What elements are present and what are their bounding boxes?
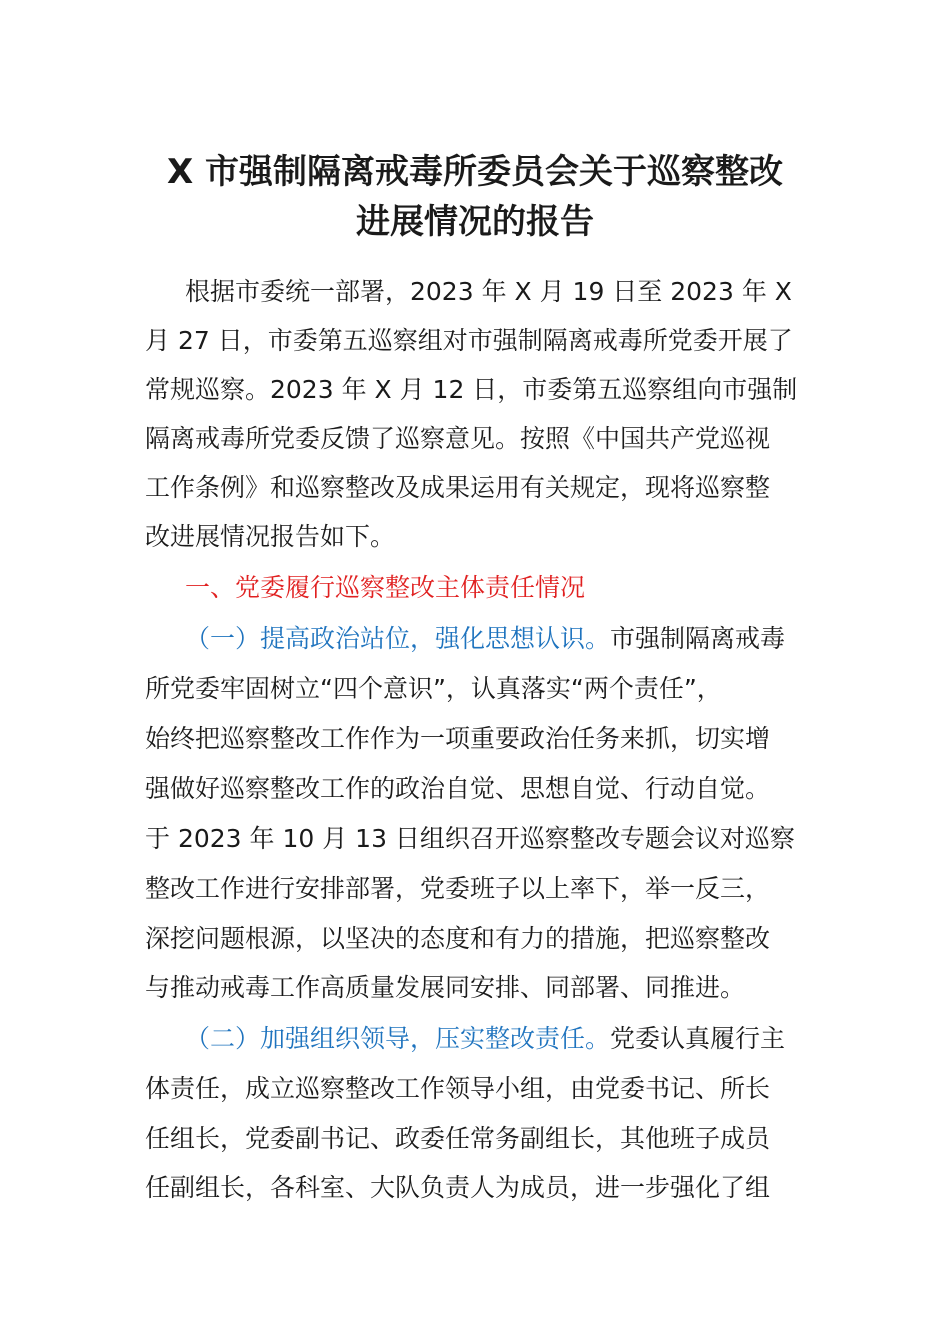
intro-line-4: 隔离戒毒所党委反馈了巡察意见。按照《中国共产党巡视 — [145, 424, 771, 453]
subsection-2-first-line-text: 党委认真履行主 — [610, 1024, 786, 1053]
section-1-heading: 一、党委履行巡察整改主体责任情况 — [185, 573, 586, 602]
intro-line-1: 根据市委统一部署，2023 年 X 月 19 日至 2023 年 X — [185, 277, 792, 306]
subsection-1-first-line — [185, 621, 815, 657]
subsection-1-first-line-text: 市强制隔离戒毒 — [610, 624, 786, 653]
intro-line-3: 常规巡察。2023 年 X 月 12 日，市委第五巡察组向市强制 — [145, 375, 798, 404]
intro-line-6: 改进展情况报告如下。 — [145, 522, 396, 551]
subsection-2-line-3: 任组长，党委副书记、政委任常务副组长，其他班子成员 — [145, 1124, 771, 1153]
subsection-2-heading: （二）加强组织领导，压实整改责任。 — [185, 1024, 611, 1053]
subsection-1-line-2: 所党委牢固树立“四个意识”，认真落实“两个责任”， — [145, 674, 722, 703]
subsection-2-line-4: 任副组长，各科室、大队负责人为成员，进一步强化了组 — [145, 1173, 771, 1202]
subsection-2-first-line — [185, 1021, 815, 1057]
document-title-line-2: 进展情况的报告 — [356, 202, 594, 242]
subsection-1-line-8: 与推动戒毒工作高质量发展同安排、同部署、同推进。 — [145, 973, 746, 1002]
document-title-line-1: X 市强制隔离戒毒所委员会关于巡察整改 — [166, 152, 784, 192]
subsection-2-line-2: 体责任，成立巡察整改工作领导小组，由党委书记、所长 — [145, 1074, 771, 1103]
subsection-1-heading: （一）提高政治站位，强化思想认识。 — [185, 624, 611, 653]
subsection-1-line-5: 于 2023 年 10 月 13 日组织召开巡察整改专题会议对巡察 — [145, 824, 795, 853]
subsection-1-line-4: 强做好巡察整改工作的政治自觉、思想自觉、行动自觉。 — [145, 774, 771, 803]
subsection-1-line-6: 整改工作进行安排部署，党委班子以上率下，举一反三， — [145, 874, 771, 903]
subsection-1-line-3: 始终把巡察整改工作作为一项重要政治任务来抓，切实增 — [145, 724, 771, 753]
intro-line-2: 月 27 日，市委第五巡察组对市强制隔离戒毒所党委开展了 — [145, 326, 793, 355]
intro-line-5: 工作条例》和巡察整改及成果运用有关规定，现将巡察整 — [145, 473, 771, 502]
subsection-1-line-7: 深挖问题根源，以坚决的态度和有力的措施，把巡察整改 — [145, 924, 771, 953]
